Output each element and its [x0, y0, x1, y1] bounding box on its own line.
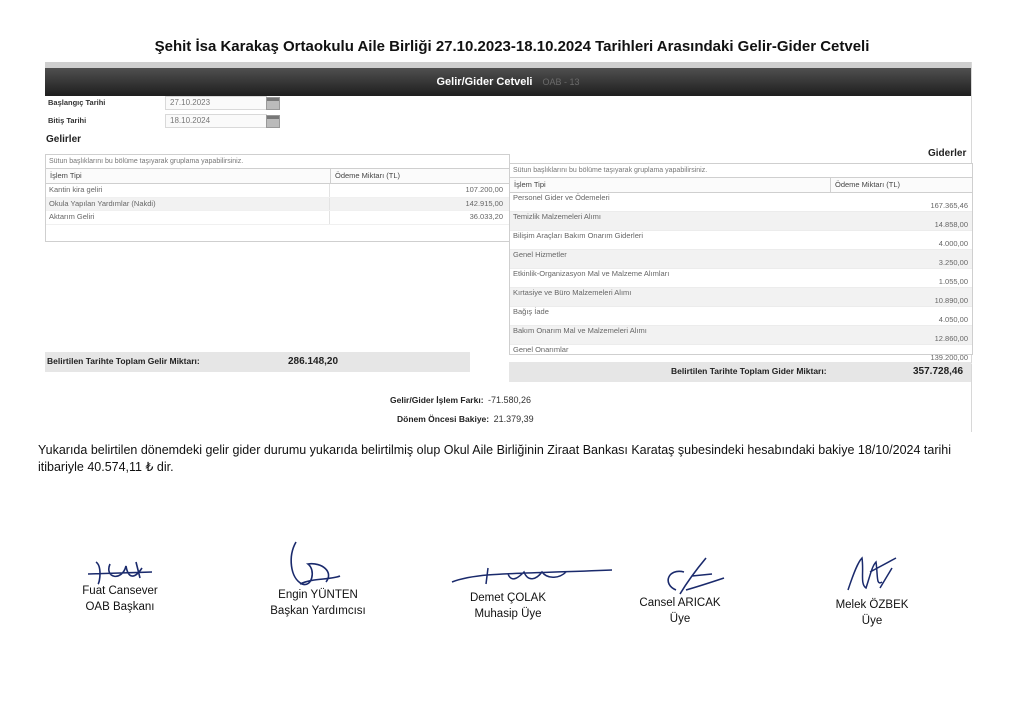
- income-total-bar: [45, 352, 470, 372]
- row-amount: 14.858,00: [934, 220, 968, 229]
- income-total-value: 286.148,20: [288, 356, 339, 367]
- signature-drawing: [840, 552, 900, 596]
- previous-balance-value: 21.379,39: [493, 414, 534, 424]
- row-amount: 36.033,20: [469, 212, 503, 221]
- table-row[interactable]: [510, 193, 972, 212]
- table-row[interactable]: [510, 231, 972, 250]
- row-amount: 4.000,00: [938, 239, 968, 248]
- signatory: [60, 583, 180, 615]
- end-date-input[interactable]: 18.10.2024: [165, 114, 267, 128]
- table-row[interactable]: [46, 198, 509, 212]
- signatory-name: Melek ÖZBEK: [835, 599, 909, 611]
- expense-total-label: Belirtilen Tarihte Toplam Gider Miktarı:: [671, 366, 827, 376]
- calendar-icon[interactable]: [266, 97, 280, 110]
- signatory: [448, 590, 568, 622]
- group-hint: Sütun başlıklarını bu bölüme taşıyarak gruplama yapabilirsiniz.: [510, 164, 972, 178]
- table-row[interactable]: [510, 326, 972, 345]
- expense-total-value: 357.728,46: [913, 366, 964, 377]
- signatory-name: Cansel ARICAK: [639, 597, 721, 609]
- table-row[interactable]: [46, 184, 509, 198]
- start-date-label: Başlangıç Tarihi: [48, 98, 106, 107]
- previous-balance-label: Dönem Öncesi Bakiye:: [397, 414, 490, 424]
- row-amount: 3.250,00: [938, 258, 968, 267]
- panel-code: OAB - 13: [542, 77, 580, 87]
- row-type: Kırtasiye ve Büro Malzemeleri Alımı: [513, 288, 632, 297]
- start-date-input[interactable]: 27.10.2023: [165, 96, 267, 110]
- signatory-name: Fuat Cansever: [82, 585, 158, 597]
- column-header-amount[interactable]: Ödeme Miktarı (TL): [335, 171, 401, 180]
- column-header-type[interactable]: İşlem Tipi: [46, 169, 331, 183]
- row-amount: 4.050,00: [938, 315, 968, 324]
- row-amount: 167.365,46: [930, 201, 968, 210]
- panel-title: Gelir/Gider Cetveli: [436, 76, 533, 88]
- row-amount: 139.200,00: [930, 353, 968, 362]
- difference-row: [390, 390, 531, 408]
- signatory-name: Demet ÇOLAK: [469, 592, 547, 604]
- end-date-label: Bitiş Tarihi: [48, 116, 87, 125]
- income-grid: [45, 154, 510, 242]
- panel-header: [45, 62, 971, 96]
- row-amount: 142.915,00: [465, 198, 503, 208]
- table-row[interactable]: [46, 211, 509, 225]
- signature-drawing: [448, 564, 618, 590]
- row-type: Etkinlik-Organizasyon Mal ve Malzeme Alımları: [513, 269, 670, 278]
- row-type: Okula Yapılan Yardımlar (Nakdi): [46, 198, 330, 211]
- row-type: Kantin kira geliri: [46, 184, 330, 197]
- table-row[interactable]: [510, 212, 972, 231]
- row-amount: 1.055,00: [938, 277, 968, 286]
- row-type: Personel Gider ve Ödemeleri: [513, 193, 610, 202]
- difference-label: Gelir/Gider İşlem Farkı:: [390, 395, 484, 405]
- row-amount: 107.200,00: [465, 185, 503, 194]
- row-amount: 12.860,00: [934, 334, 968, 343]
- expense-rows: [510, 193, 972, 364]
- table-row[interactable]: [510, 269, 972, 288]
- column-header-type[interactable]: İşlem Tipi: [510, 178, 831, 192]
- row-type: Temizlik Malzemeleri Alımı: [513, 212, 601, 221]
- calendar-icon[interactable]: [266, 115, 280, 128]
- document-title: Şehit İsa Karakaş Ortaokulu Aile Birliği 27.10.2023-18.10.2024 Tarihleri Arasındaki Gelir-Gider Cetveli: [154, 38, 870, 55]
- income-section-title: Gelirler: [46, 134, 82, 145]
- signatory-role: Üye: [861, 615, 883, 627]
- signatory: [620, 595, 740, 627]
- balance-statement: Yukarıda belirtilen dönemdeki gelir gider durumu yukarıda belirtilmiş olup Okul Aile Birliğinin Ziraat Bankası Karataş şubesindeki hesabındaki bakiye 18/10/2024 tarihi itibariyle 40.574,11 ₺ dir.: [38, 443, 952, 474]
- signature-drawing: [656, 556, 726, 596]
- income-rows: [46, 184, 509, 225]
- difference-value: -71.580,26: [488, 395, 532, 405]
- table-row[interactable]: [510, 288, 972, 307]
- previous-balance-row: [397, 409, 534, 427]
- row-type: Bağış İade: [513, 307, 549, 316]
- signatory-name: Engin YÜNTEN: [278, 589, 358, 601]
- column-header-amount[interactable]: Ödeme Miktarı (TL): [835, 180, 901, 189]
- row-amount: 10.890,00: [934, 296, 968, 305]
- group-hint: Sütun başlıklarını bu bölüme taşıyarak gruplama yapabilirsiniz.: [46, 155, 509, 169]
- signatory-role: OAB Başkanı: [85, 601, 155, 613]
- table-row[interactable]: [510, 307, 972, 326]
- row-type: Bilişim Araçları Bakım Onarım Giderleri: [513, 231, 644, 240]
- signature-drawing: [282, 538, 352, 594]
- row-type: Genel Onarımlar: [513, 345, 569, 354]
- income-total-label: Belirtilen Tarihte Toplam Gelir Miktarı:: [47, 356, 200, 366]
- signatory: [258, 587, 378, 619]
- expense-section-title: Giderler: [928, 148, 967, 159]
- income-column-headers: [46, 169, 509, 184]
- income-grid-empty: [45, 240, 510, 352]
- signatory: [812, 597, 932, 629]
- row-type: Aktarım Geliri: [46, 211, 330, 224]
- expense-grid: [509, 163, 973, 362]
- signatory-role: Başkan Yardımcısı: [270, 605, 366, 617]
- signature-drawing: [82, 552, 162, 586]
- row-type: Bakım Onarım Mal ve Malzemeleri Alımı: [513, 326, 647, 335]
- table-row[interactable]: [510, 250, 972, 269]
- row-type: Genel Hizmetler: [513, 250, 567, 259]
- expense-total-bar: [509, 362, 971, 382]
- signatory-role: Muhasip Üye: [474, 608, 542, 620]
- expense-column-headers: [510, 178, 972, 193]
- signatory-role: Üye: [669, 613, 691, 625]
